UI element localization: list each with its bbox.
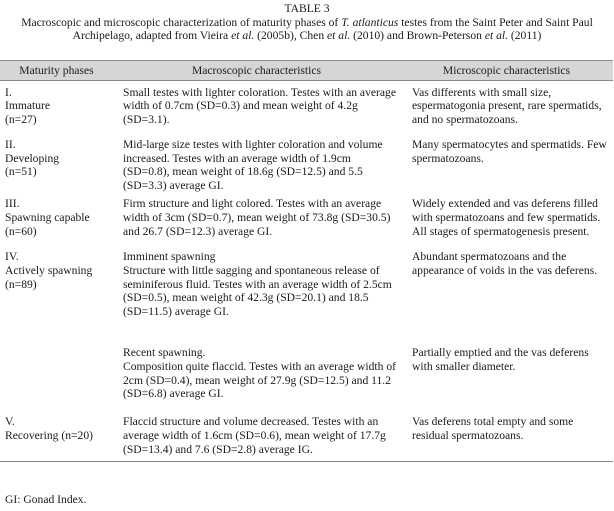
table-row [0, 192, 613, 245]
caption-text-1: Macroscopic and microscopic characterization of maturity phases of [21, 15, 342, 29]
phase-text [0, 133, 113, 179]
table-caption [0, 2, 614, 43]
maturity-phases-table [0, 60, 613, 462]
cell-macroscopic [113, 80, 400, 133]
cell-microscopic [400, 410, 613, 461]
phase-line: Immature [5, 99, 51, 113]
cell-macroscopic [113, 192, 400, 245]
phase-line: (n=27) [5, 112, 37, 126]
phase-line: (n=51) [5, 165, 37, 179]
citation-etal-2: et al. [327, 29, 351, 43]
microscopic-text: Vas differents with small size, espermatogonia present, rare spermatids, and no spermatozoans. [412, 85, 602, 126]
caption-text-4: (2010) and Brown-Peterson [350, 29, 485, 43]
macroscopic-text: Recent spawning. Composition quite flaccid. Testes with an average width of 2cm (SD=0.4), mean weight of 27.9g (SD=12.5) and 11.2 (SD=6.8) average GI. [123, 346, 396, 401]
phase-text [0, 341, 113, 346]
table-title: TABLE 3 [284, 2, 330, 15]
cell-maturity-phase [0, 245, 113, 341]
table-header [0, 61, 613, 81]
table-footnote: GI: Gonad Index. [5, 493, 87, 506]
species-name: T. atlanticus [341, 15, 399, 29]
caption-text-5: (2011) [508, 29, 542, 43]
cell-microscopic [400, 245, 613, 341]
phase-line: Recovering (n=20) [5, 429, 93, 443]
table-body [0, 80, 613, 461]
microscopic-text: Partially emptied and the vas deferens with smaller diameter. [412, 346, 589, 374]
table-row [0, 133, 613, 192]
macroscopic-text: Small testes with lighter coloration. Testes with an average width of 0.7cm (SD=0.3) and mean weight of 4.2g (SD=3.1). [123, 85, 396, 126]
cell-maturity-phase [0, 192, 113, 245]
table-row [0, 341, 613, 410]
cell-maturity-phase [0, 410, 113, 461]
phase-line: Spawning capable [5, 211, 90, 225]
phase-line: Developing [5, 151, 60, 165]
table-row [0, 80, 613, 133]
cell-microscopic [400, 80, 613, 133]
phase-line: Actively spawning [5, 264, 93, 278]
table-description [0, 16, 614, 43]
microscopic-text: Widely extended and vas deferens filled with spermatozoans and few spermatids. All stages of spermatogenesis present. [412, 197, 601, 238]
cell-microscopic [400, 133, 613, 192]
phase-text [0, 192, 113, 238]
citation-etal-1: et al. [231, 29, 255, 43]
citation-etal-3: et al. [484, 29, 508, 43]
phase-line: II. [5, 138, 16, 152]
cell-macroscopic [113, 133, 400, 192]
macroscopic-text: Firm structure and light colored. Testes with an average width of 3cm (SD=0.7), mean weight of 73.8g (SD=30.5) and 26.7 (SD=12.3) average GI. [123, 197, 391, 238]
macroscopic-text: Flaccid structure and volume decreased. Testes with an average width of 1.6cm (SD=0.6), mean weight of 17.7g (SD=13.4) and 7.6 (SD=2.8) average IG. [123, 415, 386, 456]
header-maturity-phases: Maturity phases [0, 61, 113, 81]
cell-maturity-phase [0, 341, 113, 410]
cell-maturity-phase [0, 133, 113, 192]
cell-maturity-phase [0, 80, 113, 133]
phase-line: (n=60) [5, 224, 37, 238]
microscopic-text: Abundant spermatozoans and the appearance of voids in the vas deferens. [412, 250, 598, 278]
caption-text-3: (2005b), Chen [254, 29, 328, 43]
cell-macroscopic [113, 341, 400, 410]
cell-microscopic [400, 341, 613, 410]
microscopic-text: Many spermatocytes and spermatids. Few spermatozoans. [412, 138, 607, 165]
microscopic-text: Vas deferens total empty and some residual spermatozoans. [412, 415, 574, 443]
cell-macroscopic [113, 410, 400, 461]
phase-line: (n=89) [5, 277, 37, 291]
phase-line: III. [5, 197, 20, 211]
phase-text [0, 245, 113, 291]
macroscopic-text: Imminent spawning Structure with little sagging and spontaneous release of seminiferous fluid. Testes with an average width of 2.5cm (SD=0.5), mean weight of 42.3g (SD=20.1) and 18.5 (SD=11.5) average GI. [123, 250, 392, 318]
header-row [0, 61, 613, 81]
header-microscopic: Microscopic characteristics [400, 61, 613, 81]
macroscopic-text: Mid-large size testes with lighter coloration and volume increased. Testes with an average width of 1.9cm (SD=0.8), mean weight of 18.6g (SD=12.5) and 5.5 (SD=3.3) average GI. [123, 138, 383, 192]
phase-line: V. [5, 415, 15, 429]
phase-text [0, 410, 113, 442]
phase-line: I. [5, 85, 12, 99]
header-macroscopic: Macroscopic characteristics [113, 61, 400, 81]
phase-line: IV. [5, 250, 19, 264]
table-row [0, 410, 613, 461]
cell-macroscopic [113, 245, 400, 341]
cell-microscopic [400, 192, 613, 245]
caption-text-2: testes from the Saint Peter and Saint Paul Archipelago, adapted from Vieira [72, 15, 593, 43]
table-row [0, 245, 613, 341]
phase-text [0, 81, 113, 127]
